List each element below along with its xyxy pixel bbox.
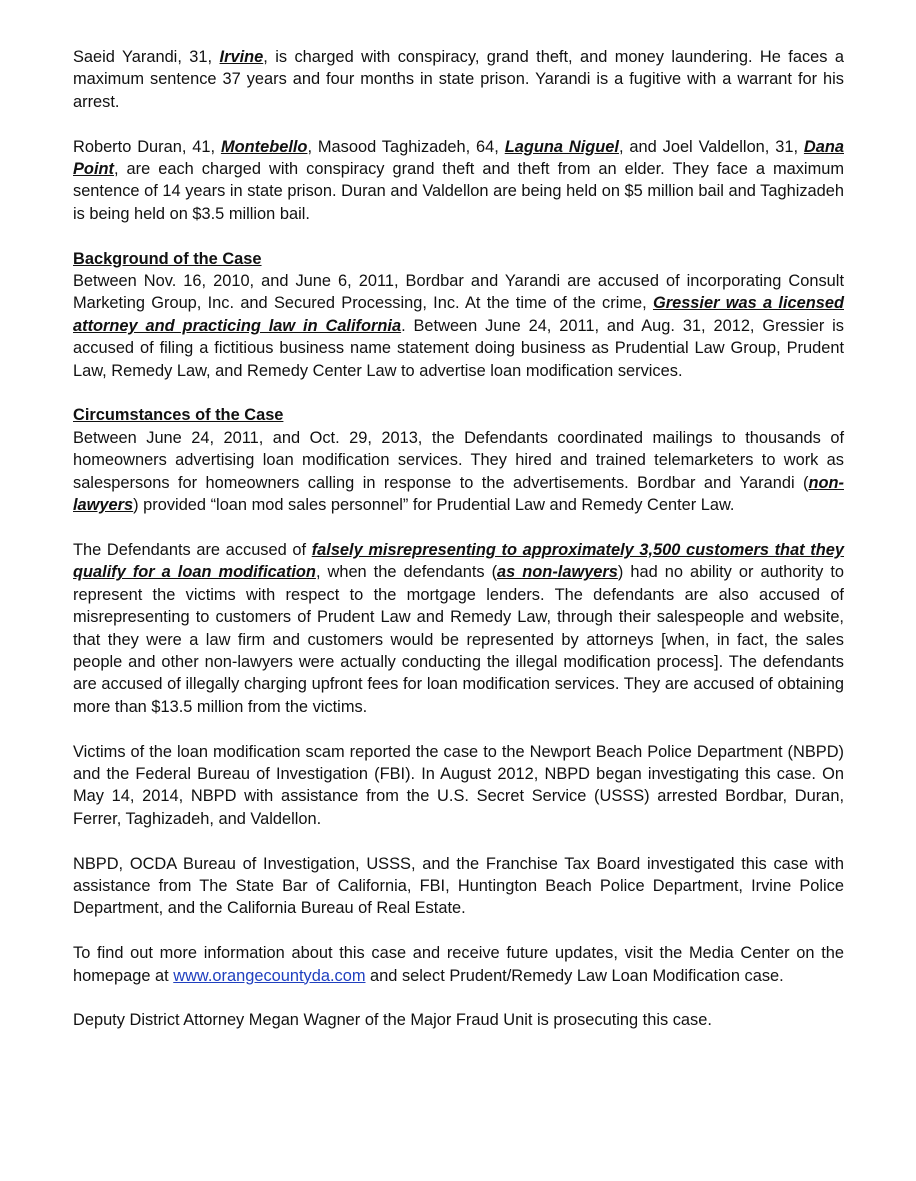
paragraph-prosecutor [73,1009,844,1031]
emphasis-city: Montebello [220,137,308,156]
text-run: , when the defendants ( [315,563,498,582]
section-heading-circumstances: Circumstances of the Case [73,406,284,425]
paragraph-agencies [73,853,844,920]
text-run: To find out more information about this case and receive future updates, visit the Media Center on the homepage at [73,944,844,985]
paragraph-codefendant-charges [73,136,844,226]
text-run: The Defendants are accused of [73,540,312,559]
text-run: , is charged with conspiracy, grand theft, and money laundering. He faces a maximum sentence 37 years and four months in state prison. Yarandi is a fugitive with a warrant for his arrest. [73,48,845,111]
text-run: NBPD, OCDA Bureau of Investigation, USSS, and the Franchise Tax Board investigated this case with assistance from The State Bar of California, FBI, Huntington Beach Police Department, Irvine Police Department, and the California Bureau of Real Estate. [73,854,844,918]
text-run: and select Prudent/Remedy Law Loan Modification case. [365,966,784,985]
press-release-page [73,46,844,1054]
website-link[interactable]: www.orangecountyda.com [173,966,366,985]
paragraph-investigation [73,741,844,831]
emphasis-phrase: falsely misrepresenting to approximately 3,500 customers that they qualify for a loan modification [73,540,844,582]
text-run: , and Joel Valdellon, 31, [618,137,804,156]
text-run: . Between June 24, 2011, and Aug. 31, 2012, Gressier is accused of filing a fictitious business name statement doing business as Prudential Law Group, Prudent Law, Remedy Law, and Remedy Center Law to advertise loan modification services. [73,316,844,380]
emphasis-phrase: non-lawyers [73,473,844,515]
emphasis-city: Irvine [219,48,264,66]
section-heading-background: Background of the Case [73,249,262,268]
text-run: , are each charged with conspiracy grand theft and theft from an elder. They face a maximum sentence of 14 years in state prison. Duran and Valdellon are being held on $5 million bail and Taghizadeh is being held on $3.5 million bail. [73,160,844,223]
paragraph-more-info [73,942,844,987]
text-run: Between June 24, 2011, and Oct. 29, 2013, the Defendants coordinated mailings to thousands of homeowners advertising loan modification services. They hired and trained telemarketers to work as salespersons for homeowners calling in response to the advertisements. Bordbar and Yarandi ( [73,428,844,492]
text-run: Saeid Yarandi, 31, [73,48,220,66]
emphasis-phrase: as non-lawyers [497,563,618,582]
paragraph-misrepresentation [73,539,844,718]
text-run: Victims of the loan modification scam reported the case to the Newport Beach Police Department (NBPD) and the Federal Bureau of Investigation (FBI). In August 2012, NBPD began investigating this case. On May 14, 2014, NBPD with assistance from the U.S. Secret Service (USSS) arrested Bordbar, Duran, Ferrer, Taghizadeh, and Valdellon. [73,742,844,828]
text-run: , Masood Taghizadeh, 64, [307,137,505,156]
text-run: Roberto Duran, 41, [73,137,221,156]
text-run: Between Nov. 16, 2010, and June 6, 2011, Bordbar and Yarandi are accused of incorporating Consult Marketing Group, Inc. and Secured Processing, Inc. At the time of the crime, [73,272,844,313]
paragraph-background [73,270,844,382]
emphasis-phrase: Gressier was a licensed attorney and practicing law in California [73,294,844,335]
text-run: Deputy District Attorney Megan Wagner of the Major Fraud Unit is prosecuting this case. [73,1011,712,1030]
text-run: ) provided “loan mod sales personnel” for Prudential Law and Remedy Center Law. [133,496,735,515]
paragraph-yarandi-charges [73,46,844,113]
emphasis-city: Dana Point [73,137,844,179]
text-run: ) had no ability or authority to represent the victims with respect to the mortgage lenders. The defendants are also accused of misrepresenting to customers of Prudent Law and Remedy Law, through their salespeople and website, that they were a law firm and customers would be represented by attorneys [when, in fact, the sales people and other non-lawyers were actually conducting the illegal modification process]. The defendants are accused of illegally charging upfront fees for loan modification services. They are accused of obtaining more than $13.5 million from the victims. [73,563,844,716]
paragraph-circumstances [73,427,844,517]
emphasis-city: Laguna Niguel [504,137,619,156]
